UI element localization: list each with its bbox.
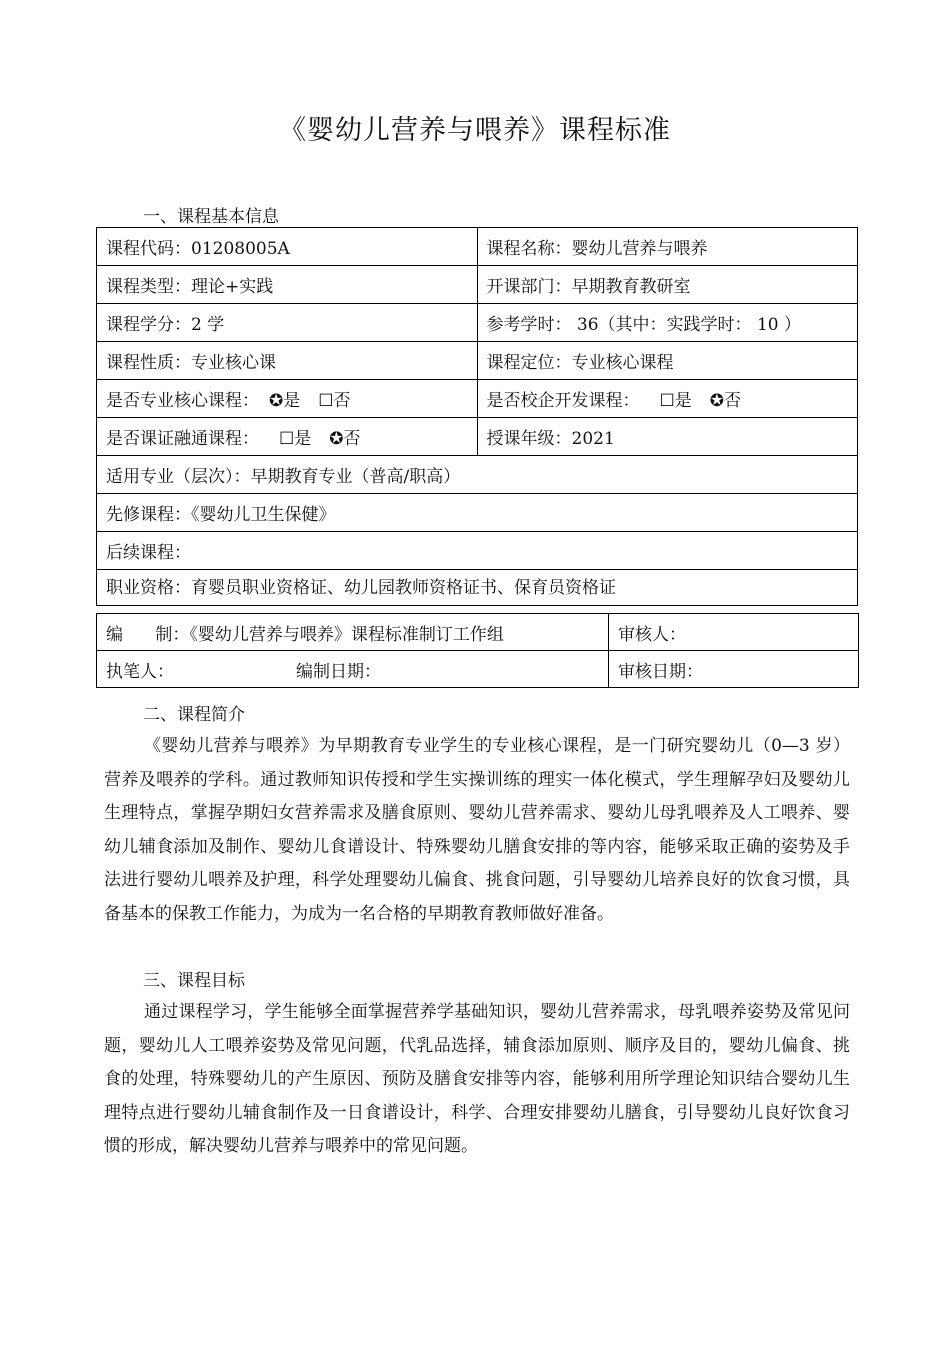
section-heading-intro: 二、课程简介 — [143, 705, 245, 725]
coop-course-label: 是否校企开发课程： — [486, 391, 640, 411]
compiler-cell — [97, 614, 609, 651]
compile-info-table — [96, 613, 859, 688]
table-row — [97, 418, 858, 456]
core-course-yes-checkbox[interactable]: ✪是 — [269, 391, 301, 411]
coop-course-no-checkbox[interactable]: ✪否 — [709, 391, 741, 411]
course-hours-cell: 参考学时： 36（其中：实践学时： 10 ） — [477, 304, 858, 342]
cert-course-cell — [97, 418, 478, 456]
coop-course-cell — [477, 380, 858, 418]
table-row — [97, 532, 858, 570]
writer-cell — [97, 651, 609, 688]
compile-date-label: 编制日期： — [296, 661, 381, 682]
course-position-cell: 课程定位：专业核心课程 — [477, 342, 858, 380]
course-code-cell: 课程代码：01208005A — [97, 228, 478, 266]
cert-course-no-checkbox[interactable]: ✪否 — [329, 429, 361, 449]
course-dept-cell: 开课部门：早期教育教研室 — [477, 266, 858, 304]
core-course-label: 是否专业核心课程： — [106, 391, 259, 411]
core-course-cell — [97, 380, 478, 418]
table-row — [97, 228, 858, 266]
table-row — [97, 651, 859, 688]
document-title: 《婴幼儿营养与喂养》课程标准 — [279, 115, 671, 146]
section-heading-basic-info: 一、课程基本信息 — [143, 207, 279, 227]
table-row — [97, 380, 858, 418]
table-row — [97, 570, 858, 606]
table-row — [97, 342, 858, 380]
table-row — [97, 494, 858, 532]
course-type-cell: 课程类型：理论+实践 — [97, 266, 478, 304]
coop-course-yes-checkbox[interactable]: ☐是 — [659, 391, 692, 411]
reviewer-cell: 审核人： — [609, 614, 859, 651]
goals-paragraph: 通过课程学习，学生能够全面掌握营养学基础知识，婴幼儿营养需求，母乳喂养姿势及常见问题，婴幼儿人工喂养姿势及常见问题，代乳品选择，辅食添加原则、顺序及目的，婴幼儿偏食、挑食的处理，特殊婴幼儿的产生原因、预防及膳食安排等内容，能够利用所学理论知识结合婴幼儿生理特点进行婴幼儿辅食制作及一日食谱设计，科学、合理安排婴幼儿膳食，引导婴幼儿良好饮食习惯的形成，解决婴幼儿营养与喂养中的常见问题。 — [104, 1002, 850, 1156]
table-row — [97, 456, 858, 494]
core-course-no-checkbox[interactable]: ☐否 — [318, 391, 351, 411]
review-date-cell: 审核日期： — [609, 651, 859, 688]
course-info-table — [96, 227, 858, 606]
course-credit-cell: 课程学分：2 学 — [97, 304, 478, 342]
compiler-value: 《婴幼儿营养与喂养》课程标准制订工作组 — [189, 624, 504, 645]
writer-label: 执笔人： — [106, 661, 174, 682]
section-heading-goals: 三、课程目标 — [143, 971, 245, 991]
qualification-cell: 职业资格：育婴员职业资格证、幼儿园教师资格证书、保育员资格证 — [97, 570, 858, 606]
table-row — [97, 304, 858, 342]
course-name-cell: 课程名称：婴幼儿营养与喂养 — [477, 228, 858, 266]
followup-cell: 后续课程： — [97, 532, 858, 570]
major-cell: 适用专业（层次）：早期教育专业（普高/职高） — [97, 456, 858, 494]
intro-paragraph: 《婴幼儿营养与喂养》为早期教育专业学生的专业核心课程，是一门研究婴幼儿（0—3 岁）营养及喂养的学科。通过教师知识传授和学生实操训练的理实一体化模式，学生理解孕妇及婴幼儿生理特点，掌握孕期妇女营养需求及膳食原则、婴幼儿营养需求、婴幼儿母乳喂养及人工喂养、婴幼儿辅食添加及制作、婴幼儿食谱设计、特殊婴幼儿膳食安排的等内容，能够采取正确的姿势及手法进行婴幼儿喂养及护理，科学处理婴幼儿偏食、挑食问题，引导婴幼儿培养良好的饮食习惯，具备基本的保教工作能力，为成为一名合格的早期教育教师做好准备。 — [104, 736, 850, 924]
table-row — [97, 266, 858, 304]
course-nature-cell: 课程性质：专业核心课 — [97, 342, 478, 380]
cert-course-label: 是否课证融通课程： — [106, 429, 259, 449]
compiler-label: 编 制： — [106, 624, 190, 645]
cert-course-yes-checkbox[interactable]: ☐是 — [279, 429, 312, 449]
prereq-cell: 先修课程：《婴幼儿卫生保健》 — [97, 494, 858, 532]
table-row — [97, 614, 859, 651]
grade-cell: 授课年级：2021 — [477, 418, 858, 456]
